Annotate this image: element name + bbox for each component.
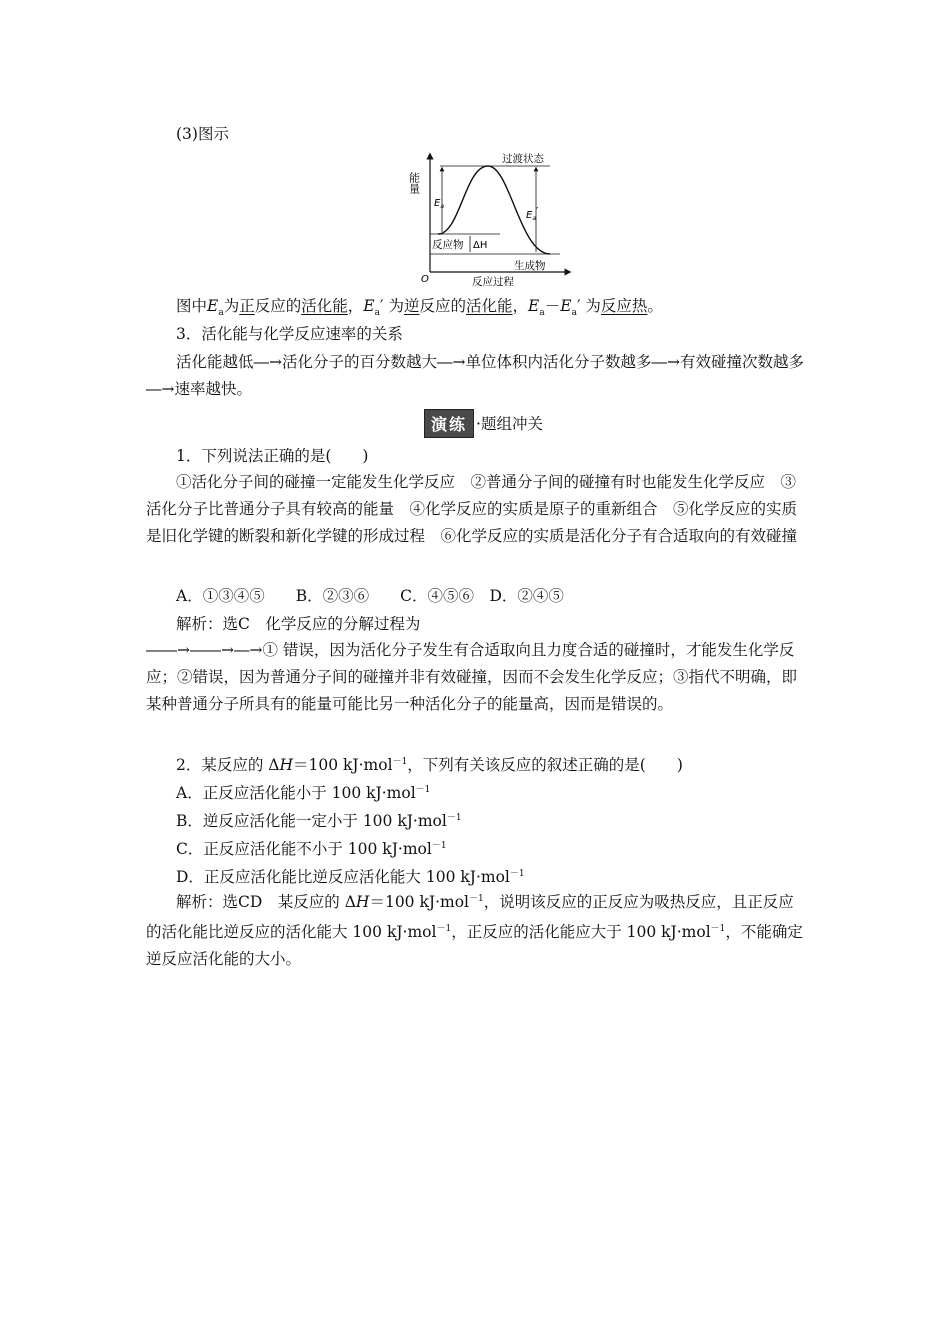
q2-option-c: C．正反应活化能不小于 100 kJ·mol$^{-1}$ xyxy=(176,840,447,859)
q1-stem: 1．下列说法正确的是( ) xyxy=(176,447,369,465)
q2-analysis: 解析：选CD 某反应的 ΔH＝100 kJ·mol$^{-1}$，说明该反应的正反应为吸热反应，且正反应的活化能比逆反应的活化能大 100 kJ·mol$^{-1}$，正反应的活化能应大于 100 kJ·mol$^{-1}$，不能确定逆反应活化能的大小。 xyxy=(146,893,803,969)
origin-label: O xyxy=(421,274,429,285)
delta-h-label: ΔH xyxy=(473,240,488,251)
practice-banner xyxy=(424,410,543,436)
x-axis-label: 反应过程 xyxy=(472,276,514,288)
q1-analysis-head: 解析：选C 化学反应的分解过程为 xyxy=(176,615,421,633)
ea-prime-label: $E_a'$ xyxy=(526,206,539,222)
diagram-caption: 图中$E_a$为正反应的活化能，$E_a'$ 为逆反应的活化能，$E_a-E_a'$ 为反应热。 xyxy=(176,297,663,319)
product-label: 生成物 xyxy=(514,260,546,272)
q2-option-a: A．正反应活化能小于 100 kJ·mol$^{-1}$ xyxy=(176,784,431,803)
q2-option-b: B．逆反应活化能一定小于 100 kJ·mol$^{-1}$ xyxy=(176,812,462,831)
ea-label: $E_a$ xyxy=(434,198,445,210)
banner-text: ·题组冲关 xyxy=(476,415,543,433)
transition-state-label: 过渡状态 xyxy=(502,153,544,165)
q2-stem: 2．某反应的 ΔH＝100 kJ·mol$^{-1}$，下列有关该反应的叙述正确的是( ) xyxy=(176,756,683,775)
banner-tag: 演练 xyxy=(424,409,474,438)
q2-option-d: D．正反应活化能比逆反应活化能大 100 kJ·mol$^{-1}$ xyxy=(176,868,525,887)
energy-diagram xyxy=(407,150,570,288)
q1-analysis-body: ――→――→―→① 错误，因为活化分子发生有合适取向且力度合适的碰撞时，才能发生化学反应；②错误，因为普通分子间的碰撞并非有效碰撞，因而不会发生化学反应；③指代不明确，即某种普通分子所具有的能量可能比另一种活化分子的能量高，因而是错误的。 xyxy=(146,641,798,713)
rate-paragraph: 活化能越低―→活化分子的百分数越大―→单位体积内活化分子数越多―→有效碰撞次数越多―→速率越快。 xyxy=(146,353,804,398)
heading-rate-relation: 3．活化能与化学反应速率的关系 xyxy=(176,325,403,343)
q1-statements: ①活化分子间的碰撞一定能发生化学反应 ②普通分子间的碰撞有时也能发生化学反应 ③活化分子比普通分子具有较高的能量 ④化学反应的实质是原子的重新组合 ⑤化学反应的实质是旧化学键的断裂和新化学键的形成过程 ⑥化学反应的实质是活化分子有合适取向的有效碰撞 xyxy=(146,473,798,545)
reactant-label: 反应物 xyxy=(432,239,464,251)
q1-options: A．①③④⑤ B．②③⑥ C．④⑤⑥ D．②④⑤ xyxy=(176,587,564,605)
section-label: (3)图示 xyxy=(176,125,229,143)
y-axis-label: 能量 xyxy=(407,172,421,194)
